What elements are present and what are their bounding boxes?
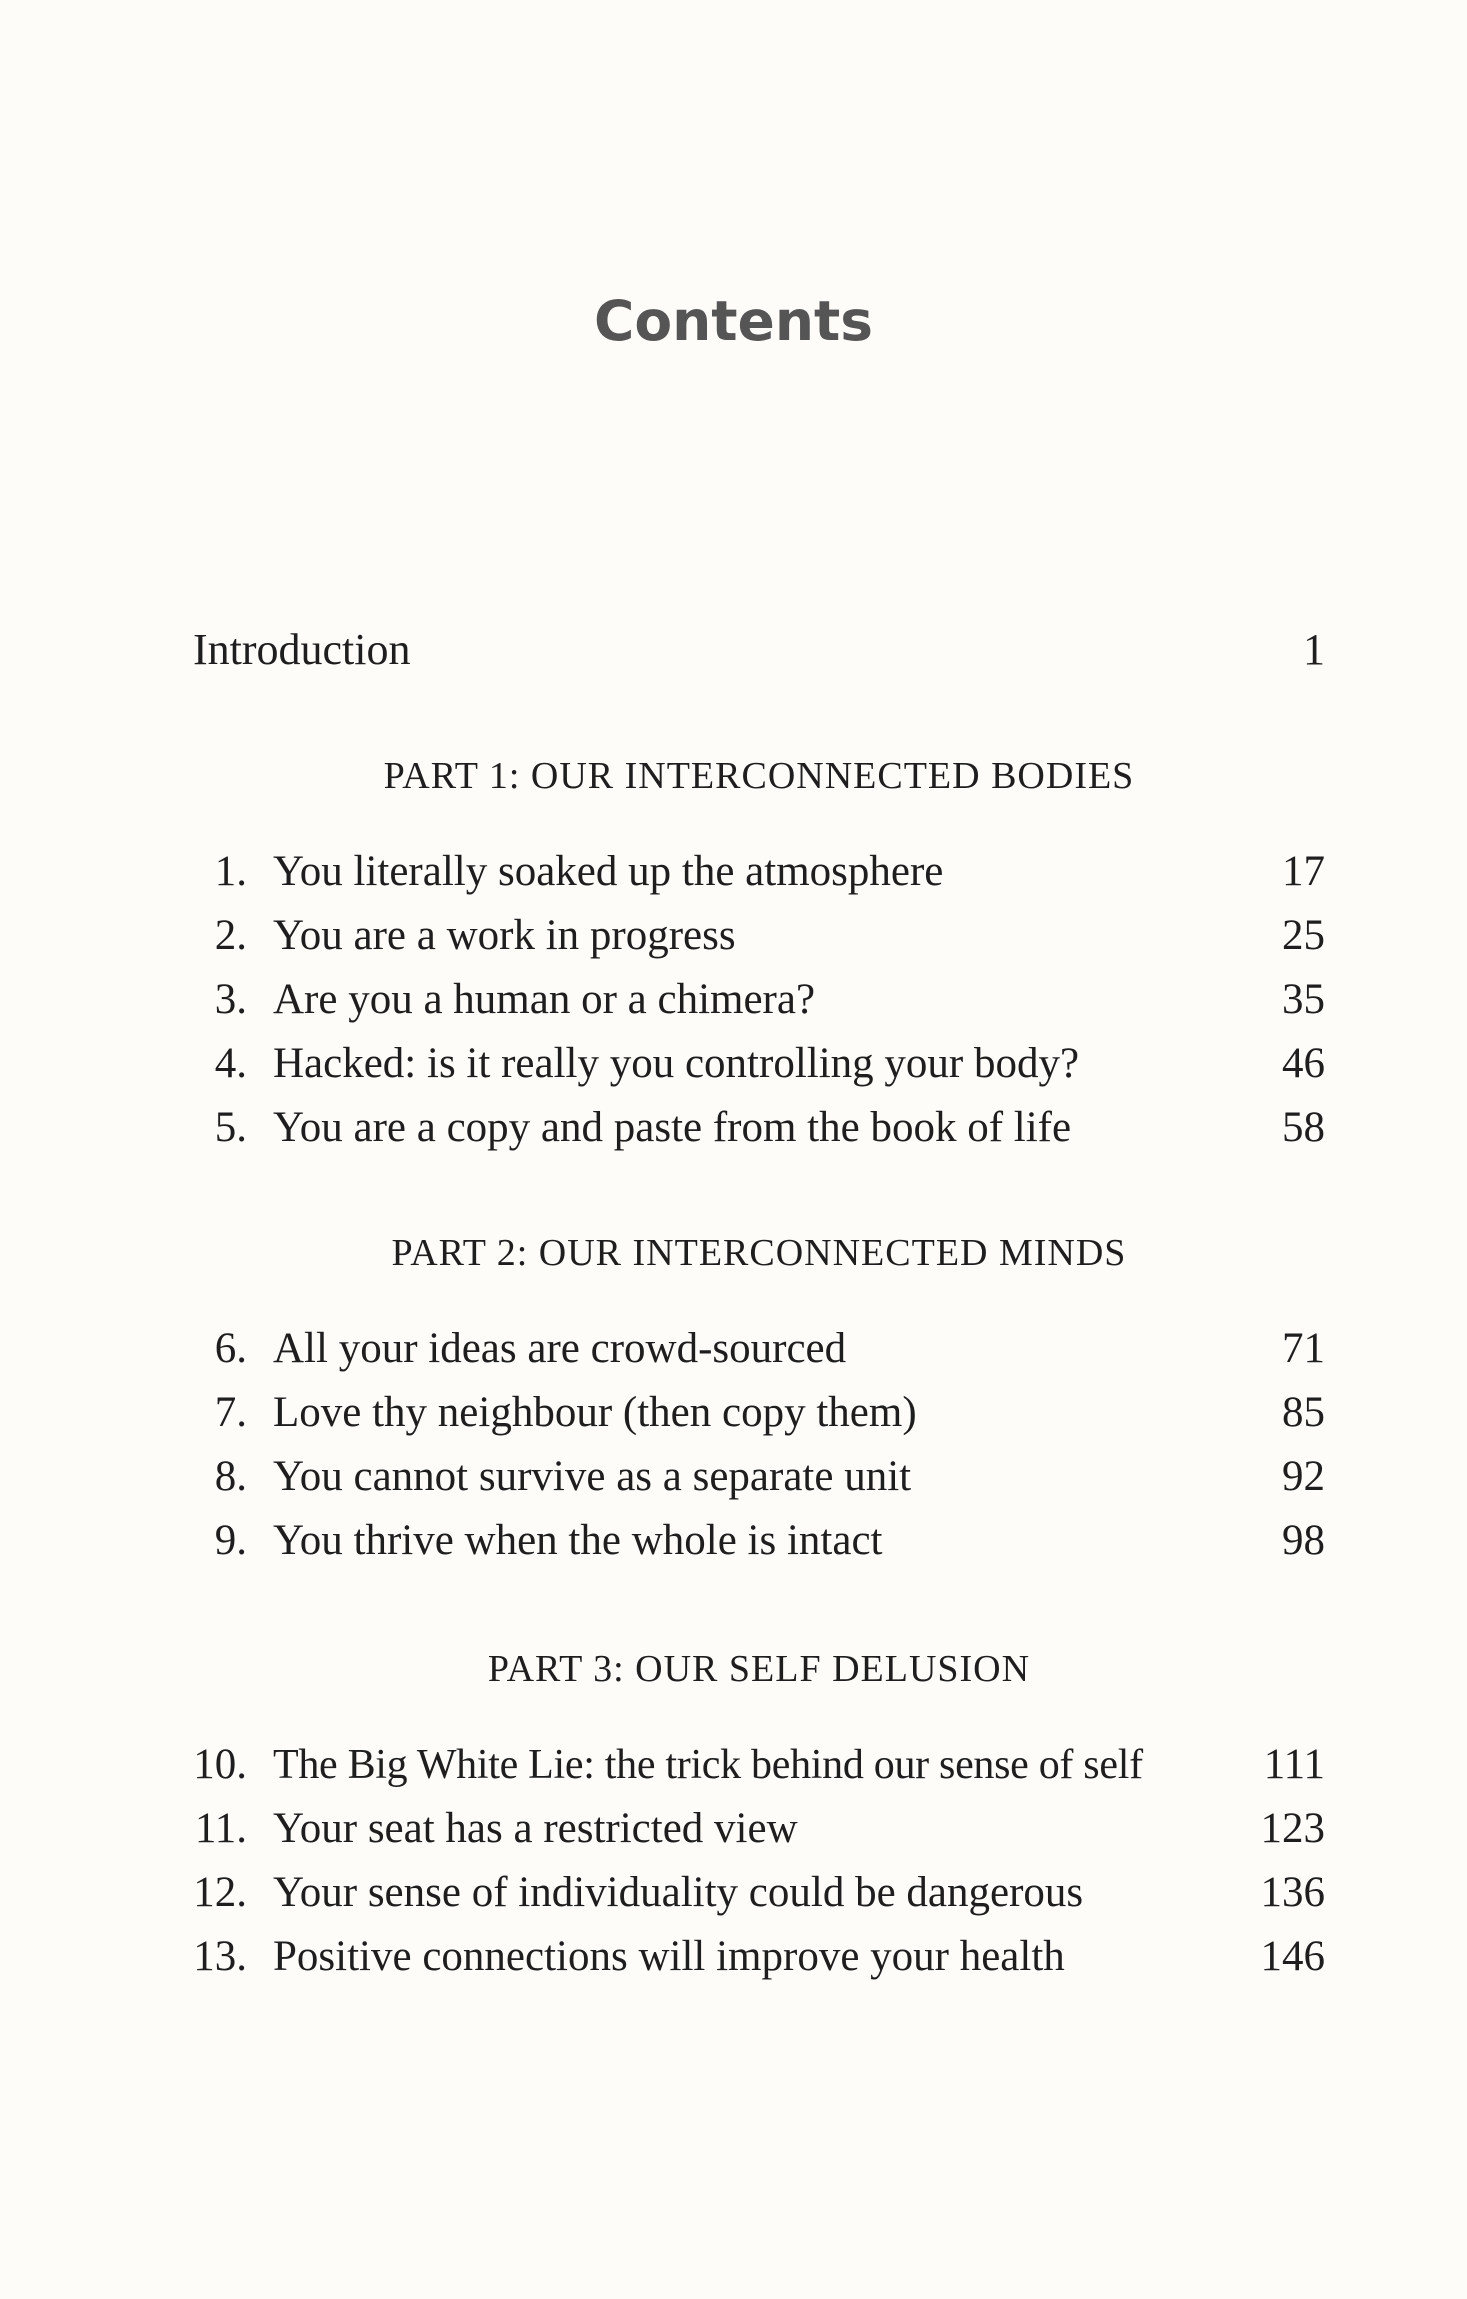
chapter-number: 10. [193,1741,247,1788]
chapter-title: All your ideas are crowd-sourced [273,1325,847,1372]
chapter-number: 7. [214,1389,247,1436]
chapter-page-number: 58 [1282,1104,1325,1151]
chapter-title: Positive connections will improve your health [273,1933,1065,1980]
toc-entry-chapter-12 [193,1861,1325,1925]
chapter-number: 11. [194,1805,247,1852]
chapter-title: You are a work in progress [273,912,736,959]
chapter-page-number: 123 [1260,1805,1325,1852]
part-3-chapter-list [193,1733,1325,1989]
toc-entry-introduction [193,620,1325,680]
chapter-title: Your sense of individuality could be dangerous [273,1869,1084,1916]
chapter-number: 3. [214,976,247,1023]
chapter-page-number: 17 [1282,848,1325,895]
toc-entry-chapter-9 [193,1509,1325,1573]
part-3-heading: PART 3: OUR SELF DELUSION [487,1648,1031,1690]
chapter-title: Hacked: is it really you controlling your body? [273,1040,1080,1087]
chapter-number: 6. [214,1325,247,1372]
chapter-title: Your seat has a restricted view [273,1805,798,1852]
page-title: Contents [593,289,874,353]
chapter-title: Love thy neighbour (then copy them) [273,1389,917,1436]
chapter-page-number: 98 [1282,1517,1325,1564]
chapter-page-number: 25 [1282,912,1325,959]
toc-entry-chapter-4 [193,1032,1325,1096]
chapter-page-number: 35 [1282,976,1325,1023]
part-2-chapter-list [193,1317,1325,1573]
toc-entry-chapter-2 [193,904,1325,968]
chapter-page-number: 71 [1282,1325,1325,1372]
chapter-number: 8. [214,1453,247,1500]
toc-entry-chapter-6 [193,1317,1325,1381]
toc-entry-chapter-8 [193,1445,1325,1509]
toc-entry-chapter-1 [193,840,1325,904]
chapter-title: Are you a human or a chimera? [273,976,816,1023]
chapter-title: You are a copy and paste from the book of life [273,1104,1072,1151]
chapter-page-number: 111 [1263,1741,1325,1788]
toc-entry-chapter-10 [193,1733,1325,1797]
chapter-title: The Big White Lie: the trick behind our sense of self [273,1742,1143,1788]
chapter-page-number: 85 [1282,1389,1325,1436]
toc-entry-chapter-7 [193,1381,1325,1445]
chapter-page-number: 46 [1282,1040,1325,1087]
chapter-page-number: 146 [1260,1933,1325,1980]
chapter-number: 2. [214,912,247,959]
chapter-number: 4. [214,1040,247,1087]
chapter-number: 12. [193,1869,247,1916]
part-1-heading: PART 1: OUR INTERCONNECTED BODIES [383,755,1135,797]
introduction-label: Introduction [193,625,411,674]
part-2-heading: PART 2: OUR INTERCONNECTED MINDS [391,1232,1127,1274]
chapter-title: You literally soaked up the atmosphere [273,848,944,895]
toc-entry-chapter-13 [193,1925,1325,1989]
chapter-number: 5. [214,1104,247,1151]
chapter-title: You thrive when the whole is intact [273,1517,883,1564]
introduction-page-number: 1 [1303,625,1325,674]
chapter-number: 1. [214,848,247,895]
chapter-title: You cannot survive as a separate unit [273,1453,912,1500]
chapter-page-number: 136 [1260,1869,1325,1916]
part-1-chapter-list [193,840,1325,1160]
toc-entry-chapter-11 [193,1797,1325,1861]
chapter-page-number: 92 [1282,1453,1325,1500]
toc-entry-chapter-3 [193,968,1325,1032]
toc-entry-chapter-5 [193,1096,1325,1160]
chapter-number: 13. [193,1933,247,1980]
chapter-number: 9. [214,1517,247,1564]
